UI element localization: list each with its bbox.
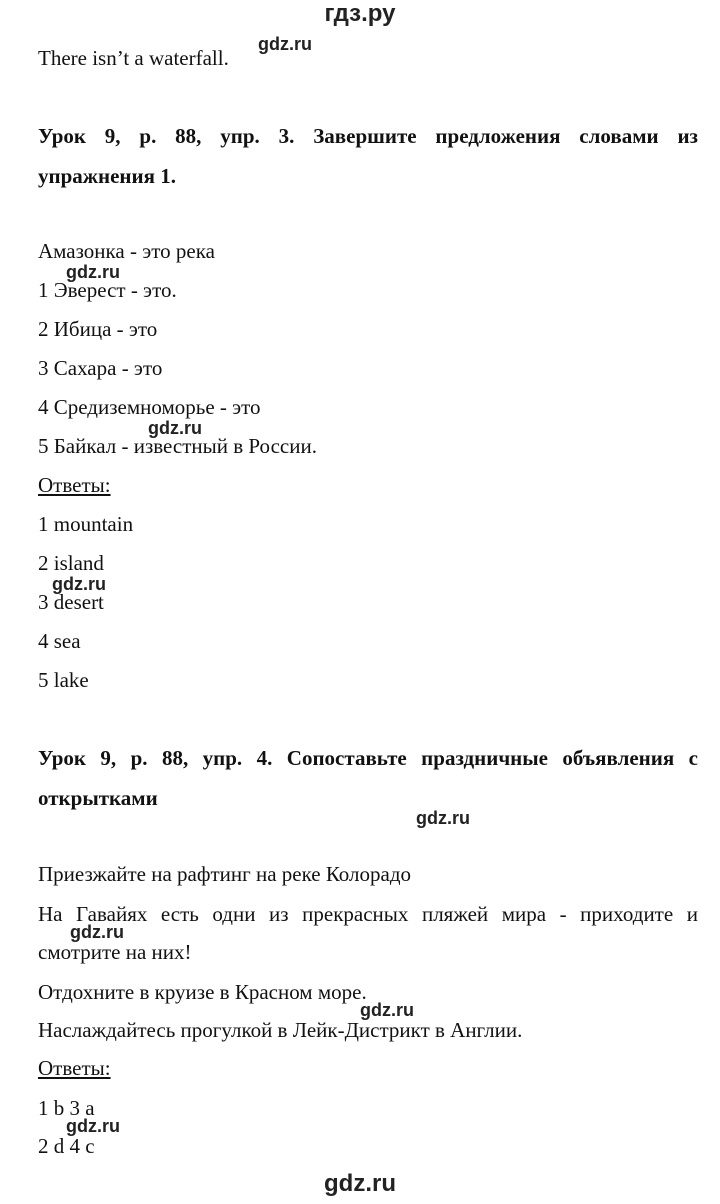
- exercise3-heading-line2: упражнения 1.: [38, 164, 176, 188]
- watermark: gdz.ru: [360, 1000, 414, 1020]
- answer: 5 lake: [38, 668, 89, 692]
- site-title: гдз.ру: [324, 0, 396, 27]
- watermark: gdz.ru: [66, 1116, 120, 1136]
- watermark: gdz.ru: [258, 34, 312, 54]
- answer: 2 island: [38, 551, 104, 575]
- exercise3-heading-line1: Урок 9, р. 88, упр. 3. Завершите предложения словами из: [38, 124, 698, 148]
- ad-line: Отдохните в круизе в Красном море.: [38, 980, 367, 1004]
- sentence: Амазонка - это река: [38, 239, 215, 263]
- sentence: 1 Эверест - это.: [38, 278, 177, 302]
- exercise4-heading-line1: Урок 9, р. 88, упр. 4. Сопоставьте праздничные объявления с: [38, 746, 698, 770]
- answers-label: Ответы:: [38, 473, 111, 497]
- ad-line: На Гавайях есть одни из прекрасных пляжей мира - приходите и: [38, 902, 698, 926]
- sentence: 3 Сахара - это: [38, 356, 163, 380]
- sentence: 4 Средиземноморье - это: [38, 395, 261, 419]
- watermark: gdz.ru: [70, 922, 124, 942]
- answers-label: Ответы:: [38, 1056, 111, 1080]
- answer: 3 desert: [38, 590, 104, 614]
- sentence: 5 Байкал - известный в России.: [38, 434, 317, 458]
- answer: 4 sea: [38, 629, 81, 653]
- answer: 2 d 4 c: [38, 1134, 95, 1158]
- ad-line: Наслаждайтесь прогулкой в Лейк-Дистрикт в Англии.: [38, 1018, 523, 1042]
- ad-line: смотрите на них!: [38, 940, 192, 964]
- watermark: gdz.ru: [416, 808, 470, 828]
- answer: 1 b 3 a: [38, 1096, 95, 1120]
- sentence: 2 Ибица - это: [38, 317, 158, 341]
- intro-line: There isn’t a waterfall.: [38, 46, 229, 70]
- watermark: gdz.ru: [52, 574, 106, 594]
- watermark: gdz.ru: [66, 262, 120, 282]
- ad-line: Приезжайте на рафтинг на реке Колорадо: [38, 862, 412, 886]
- exercise4-heading-line2: открытками: [38, 786, 158, 810]
- answer: 1 mountain: [38, 512, 134, 536]
- watermark: gdz.ru: [148, 418, 202, 438]
- footer-site: gdz.ru: [324, 1170, 396, 1197]
